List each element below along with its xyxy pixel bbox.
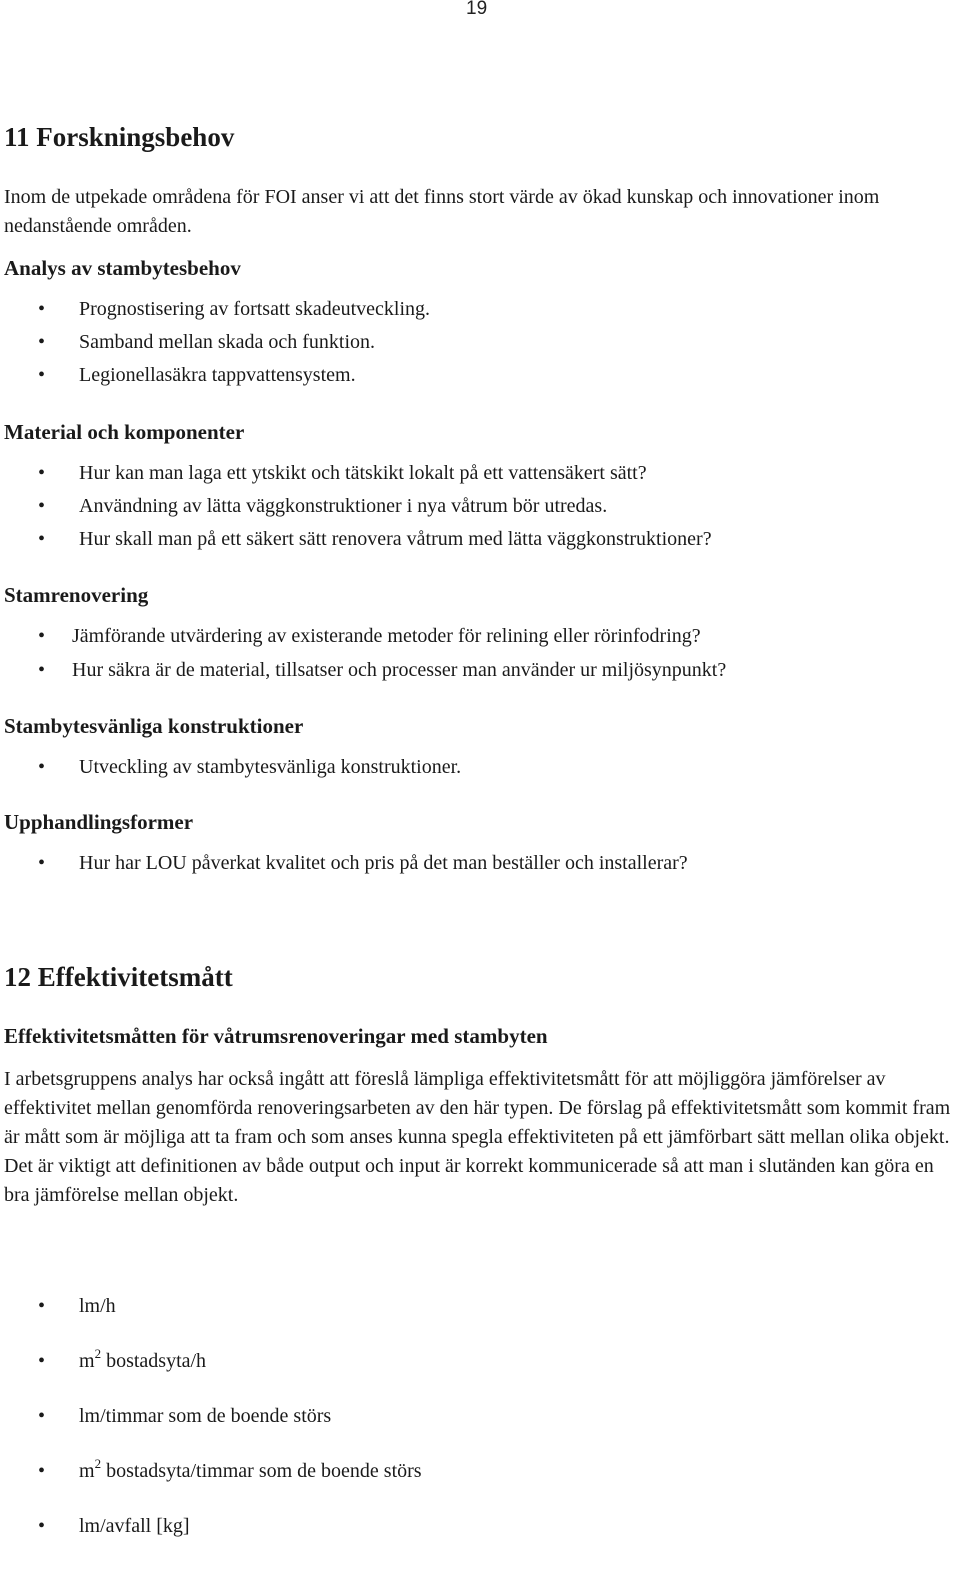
bullet-icon: • (38, 1515, 46, 1537)
section-title-upphandlingsformer: Upphandlingsformer (4, 810, 194, 834)
bullet-icon: • (38, 1350, 46, 1372)
chapter-12-subtitle: Effektivitetsmåtten för våtrumsrenoveringar med stambyten (4, 1024, 548, 1048)
bullet-icon: • (38, 298, 46, 320)
section-title-stamrenovering: Stamrenovering (4, 583, 149, 607)
bullet-icon: • (38, 852, 46, 874)
chapter-12-title: 12 Effektivitetsmått (4, 962, 233, 992)
section-title-analys: Analys av stambytesbehov (4, 256, 241, 280)
chapter-11-intro: Inom de utpekade områdena för FOI anser vi att det finns stort värde av ökad kunskap och innovationer inom nedanstående områden. (4, 186, 880, 237)
chapter-12-paragraph: I arbetsgruppens analys har också ingått att föreslå lämpliga effektivitetsmått för att möjliggöra jämförelser av effektivitet mellan genomförda renoveringsarbeten av den här typen. De förslag på effektivitetsmått som kommit fram är mått som är möjliga att ta fram och som anses kunna spegla effektiviteten på ett jämförbart sätt mellan olika objekt. Det är viktigt att definitionen av både output och input är korrekt kommunicerade så att man i slutänden kan göra en bra jämförelse mellan objekt. (4, 1068, 951, 1206)
chapter-11-title: 11 Forskningsbehov (4, 122, 235, 152)
bullet-icon: • (38, 462, 46, 484)
bullet-icon: • (38, 1405, 46, 1427)
bullet-icon: • (38, 756, 46, 778)
bullet-icon: • (38, 331, 46, 353)
bullet-icon: • (38, 495, 46, 517)
section-title-stambytesvanliga: Stambytesvänliga konstruktioner (4, 714, 304, 738)
bullet-icon: • (38, 364, 46, 386)
bullet-icon: • (38, 625, 46, 647)
bullet-icon: • (38, 1295, 46, 1317)
bullet-icon: • (38, 528, 46, 550)
section-title-material: Material och komponenter (4, 420, 245, 444)
bullet-icon: • (38, 1460, 46, 1482)
bullet-icon: • (38, 659, 46, 681)
page-number: 19 (466, 0, 488, 19)
